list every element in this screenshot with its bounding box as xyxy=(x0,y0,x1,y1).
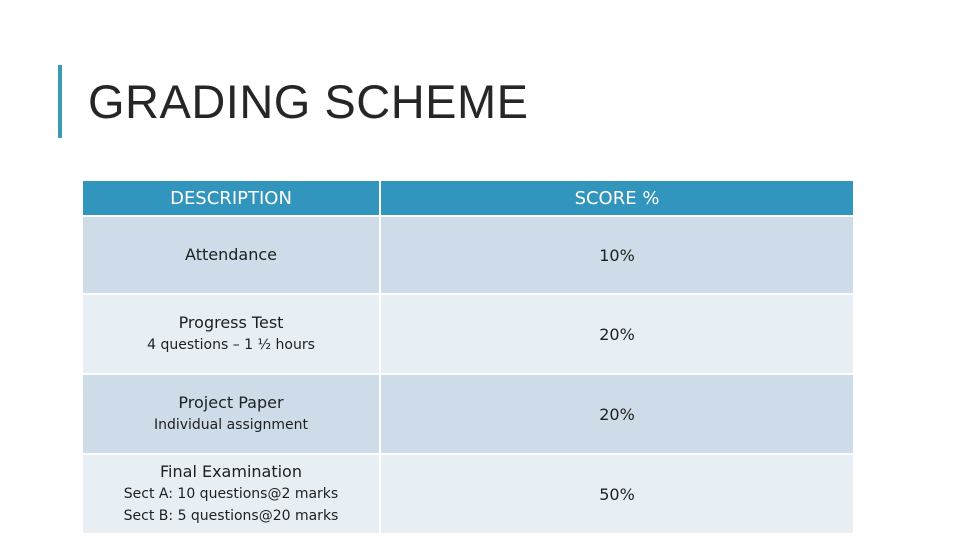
description-cell xyxy=(82,454,380,534)
slide-title: GRADING SCHEME xyxy=(88,75,529,128)
header-score: SCORE % xyxy=(380,180,854,216)
table-row-project-paper xyxy=(82,374,854,454)
item-detail: Sect A: 10 questions@2 marks xyxy=(123,486,339,502)
description-cell xyxy=(82,374,380,454)
table-row-final-examination xyxy=(82,454,854,534)
grading-table xyxy=(81,179,855,535)
score-value: 20% xyxy=(599,404,635,424)
score-value: 10% xyxy=(599,245,635,265)
description-cell xyxy=(82,216,380,294)
score-cell xyxy=(380,216,854,294)
table-row-attendance xyxy=(82,216,854,294)
score-cell xyxy=(380,374,854,454)
score-cell xyxy=(380,294,854,374)
header-description: DESCRIPTION xyxy=(82,180,380,216)
score-cell xyxy=(380,454,854,534)
description-cell xyxy=(82,294,380,374)
item-detail: 4 questions – 1 ½ hours xyxy=(147,337,315,353)
title-accent-bar xyxy=(58,65,62,138)
item-name: Progress Test xyxy=(178,313,284,332)
score-value: 20% xyxy=(599,324,635,344)
item-name: Project Paper xyxy=(178,393,284,412)
table-row-progress-test xyxy=(82,294,854,374)
item-detail: Individual assignment xyxy=(153,417,309,433)
score-value: 50% xyxy=(599,484,635,504)
item-name: Final Examination xyxy=(160,462,302,481)
item-detail: Sect B: 5 questions@20 marks xyxy=(123,508,339,524)
item-name: Attendance xyxy=(185,245,277,264)
table-header-row xyxy=(82,180,854,216)
